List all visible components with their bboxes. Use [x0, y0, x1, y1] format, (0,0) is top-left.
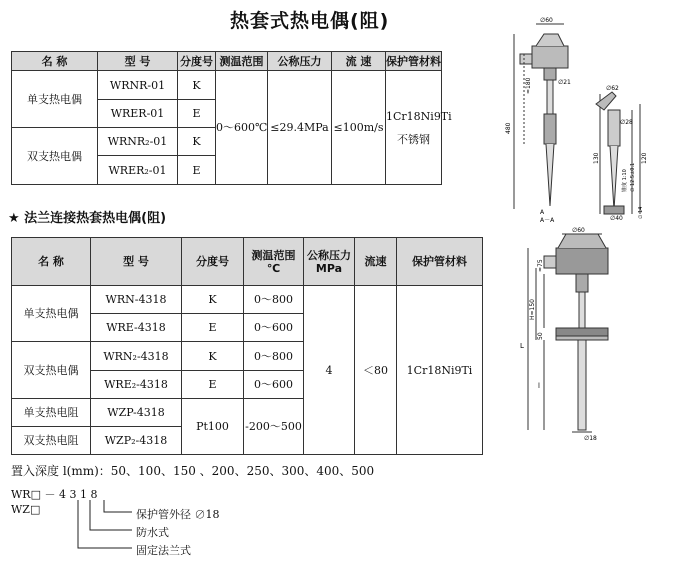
dim-neck-height: H≈150 [529, 299, 536, 320]
dim-tip-dia: ∅ 12.5±0.1 [630, 162, 636, 192]
t1-header-pressure: 公称压力 [268, 52, 332, 71]
t2-header-material: 保护管材料 [397, 238, 483, 286]
t1-flow-cell: ≤100m/s [332, 71, 386, 185]
t2-header-range-l1: 测温范围 [251, 248, 296, 262]
dim-taper-ratio: 锥度 1:10 [622, 169, 628, 192]
dim-flange-height: 50 [537, 332, 544, 340]
t2-grad-cell: E [182, 371, 244, 399]
dim-side-dia: ∅62 [606, 85, 619, 92]
t2-header-name: 名 称 [12, 238, 91, 286]
t1-grad-cell: E [178, 156, 216, 185]
dim-head-height: ≈75 [537, 259, 544, 272]
t1-range-cell: 0～600℃ [216, 71, 268, 185]
t2-grad-cell: K [182, 286, 244, 314]
t2-group-name: 双支热电偶 [12, 342, 91, 399]
t1-header-range: 测温范围 [216, 52, 268, 71]
spec-table-1 [11, 51, 452, 185]
thermowell-drawing-top [500, 14, 690, 224]
dim-taper-length: 130 [593, 152, 600, 164]
t2-model-cell: WZP₂-4318 [91, 427, 182, 455]
insertion-depth-note: 置入深度 l(mm)：50、100、150 、200、250、300、400、500 [11, 464, 375, 478]
dim-total-length: 480 [505, 122, 512, 134]
model-code-line2: WZ□ [11, 503, 41, 516]
terminal-head-shape [532, 46, 568, 68]
t2-header-grad: 分度号 [182, 238, 244, 286]
t2-pressure-cell: 4 [304, 286, 355, 455]
t1-material-line1: 1Cr18Ni9Ti [386, 109, 452, 123]
dim-head-width: ∅60 [572, 227, 585, 234]
t2-header-range [244, 238, 304, 286]
dim-total-length: L [520, 342, 524, 350]
label-section-aa: A－A [540, 217, 555, 224]
t2-range-cell: 0～800 [244, 342, 304, 371]
t2-grad-cell: Pt100 [182, 399, 244, 455]
t2-model-cell: WRE-4318 [91, 314, 182, 342]
dim-head-width: ∅60 [540, 17, 553, 24]
t2-group-name: 单支热电阻 [12, 399, 91, 427]
t2-grad-cell: K [182, 342, 244, 371]
dim-stem-dia: ∅21 [558, 79, 571, 86]
t1-model-cell: WRNR-01 [98, 71, 178, 100]
t1-group-name: 双支热电偶 [12, 128, 98, 185]
t2-grad-cell: E [182, 314, 244, 342]
t1-group-name: 单支热电偶 [12, 71, 98, 128]
t1-header-model: 型 号 [98, 52, 178, 71]
t1-header-material: 保护管材料 [386, 52, 442, 71]
dim-head-height: ≈180 [525, 77, 532, 94]
model-code-label-waterproof: 防水式 [136, 526, 169, 539]
t1-header-grad: 分度号 [178, 52, 216, 71]
model-code-leaders [60, 498, 140, 558]
model-code-label-flange: 固定法兰式 [136, 544, 191, 557]
t1-header-name: 名 称 [12, 52, 98, 71]
t2-header-press-l1: 公称压力 [307, 248, 351, 262]
t2-material-cell: 1Cr18Ni9Ti [397, 286, 483, 455]
t2-group-name: 单支热电偶 [12, 286, 91, 342]
t2-range-cell: 0～600 [244, 314, 304, 342]
t1-grad-cell: E [178, 100, 216, 128]
flange-thermocouple-drawing [500, 228, 690, 446]
model-code-label-diameter: 保护管外径 ∅18 [136, 508, 220, 521]
dim-insert-length: 120 [641, 152, 648, 164]
t2-model-cell: WRN-4318 [91, 286, 182, 314]
t1-model-cell: WRNR₂-01 [98, 128, 178, 156]
t1-header-flow: 流 速 [332, 52, 386, 71]
t2-range-cell: -200～500 [244, 399, 304, 455]
model-code-line1: WR□ － 4 3 1 8 [11, 488, 98, 501]
t2-range-cell: 0～600 [244, 371, 304, 399]
t2-model-cell: WZP-4318 [91, 399, 182, 427]
t1-pressure-cell: ≤29.4MPa [268, 71, 332, 185]
flange-shape [556, 328, 608, 336]
t2-header-range-l2: ℃ [266, 261, 281, 275]
dim-taper-dia: ∅28 [620, 119, 633, 126]
dim-base-dia: ∅40 [610, 215, 623, 222]
dim-insert-depth: l [538, 382, 540, 390]
t2-header-flow: 流速 [355, 238, 397, 286]
t2-model-cell: WRE₂-4318 [91, 371, 182, 399]
label-section-a: A [540, 209, 545, 216]
t1-model-cell: WRER₂-01 [98, 156, 178, 185]
spec-table-2 [11, 237, 483, 455]
section-2-title: ★ 法兰连接热套热电偶(阻) [8, 211, 167, 226]
t2-group-name: 双支热电阻 [12, 427, 91, 455]
t2-header-pressure [304, 238, 355, 286]
t2-flow-cell: ＜80 [355, 286, 397, 455]
t1-material-cell [386, 71, 452, 185]
t1-grad-cell: K [178, 128, 216, 156]
t2-range-cell: 0～800 [244, 286, 304, 314]
t1-material-line2: 不锈钢 [397, 132, 430, 146]
t2-model-cell: WRN₂-4318 [91, 342, 182, 371]
t1-grad-cell: K [178, 71, 216, 100]
page-title: 热套式热电偶(阻) [230, 10, 390, 32]
t1-model-cell: WRER-01 [98, 100, 178, 128]
dim-inner-dia: ∅ 14 [638, 206, 644, 219]
terminal-head-shape [556, 248, 608, 274]
dim-tube-dia: ∅18 [584, 435, 597, 442]
t2-header-model: 型 号 [91, 238, 182, 286]
t2-header-press-l2: MPa [315, 261, 343, 275]
